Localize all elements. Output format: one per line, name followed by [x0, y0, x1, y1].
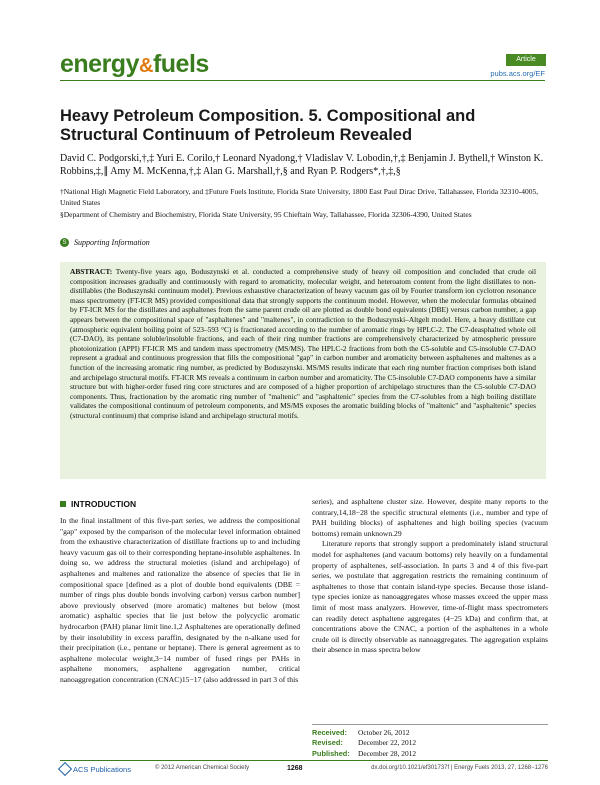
- affiliation-2: §Department of Chemistry and Biochemistry, Florida State University, 95 Chieftain Way, Tallahassee, Florida 32306-4390, United States: [60, 210, 472, 219]
- intro-paragraph: In the final installment of this five-part series, we address the compositional "gap" exposed by the comparison of the molecular level information obtained from the exhaustive characterization of distillate fractions up to and including heavy vacuum gas oil to their corresponding heptane-insoluble asphaltenes. In doing so, we address the structural moieties (island and archipelago) of asphaltenes and maltenes and rationalize the absence of species that lie in compositional space [defined as a plot of double bond equivalents (DBE = number of rings plus double bonds involving carbon) versus carbon number] above previously observed (more aromatic) maltenes but below (most aromatic) asphaltic species that lie just below the polycyclic aromatic hydrocarbon (PAH) planar limit line.1,2 Asphaltenes are operationally defined by their insolubility in excess paraffin, designated by the n-alkane used for their precipitation (i.e., pentane or heptane). There is general agreement as to asphaltene molecular weight,3−14 number of fused rings per PAHs in asphaltene monomers, asphaltene aggregation number, critical nanoaggregation concentration (CNAC)15−17 (also addressed in part 3 of this: [60, 516, 300, 684]
- logo-part-2: fuels: [152, 50, 209, 78]
- abstract-text: Twenty-five years ago, Boduszynski et al. conducted a comprehensive study of heavy oil composition and concluded that crude oil composition increases gradually and continuously with regard to aromaticity, molecular weight, and heteroatom content from the light distillates to non-distillables (the Boduszynski continuum model). Previous exhaustive characterization of heavy vacuum gas oil by Fourier transform ion cyclotron resonance mass spectrometry (FT-ICR MS) provided compositional data that strongly supports the continuum model. However, when the molecular formulas obtained by FT-ICR MS for the distillates and asphaltenes from the same parent crude oil are plotted as double bond equivalents (DBE) versus carbon number, a gap appears between the compositional space of "asphaltenes" and "maltenes", in contradiction to the Boduszynski–Altgelt model. Here, a heavy distillate cut (atmospheric equivalent boiling point of 523–593 °C) is fractionated according to the number of aromatic rings by HPLC-2. The C7-deasphalted whole oil (C7-DAO), its pentane soluble/insoluble fractions, and each of their ring number fractions are comprehensively characterized by atmospheric pressure photoionization (APPI) FT-ICR MS and tandem mass spectrometry (MS/MS). The HPLC-2 fractions from both the C5-soluble and C5-insoluble C7-DAO represent a gradual and continuous progression that fills the compositional "gap" in carbon number and aromaticity between asphaltenes and maltenes as a function of the increasing aromatic ring number, as predicted by Boduszynski. MS/MS results indicate that each ring number fraction comprises both island and archipelago structural motifs. FT-ICR MS reveals a continuum in carbon number and aromaticity. The C5-insoluble C7-DAO components have a similar structure but with higher-order fused ring core structures and are composed of a higher proportion of archipelago structures than the C5-soluble C7-DAO components. Thus, fractionation by the aromatic ring number of "maltenic" and "asphaltenic" species from the C7-solubles from a high boiling distillate validates the compositional continuum of petroleum components, and MS/MS exposes the aromatic building blocks of "maltenic" and "asphaltenic" species (structural continuum) that comprise island and archipelago structural motifs.: [70, 267, 536, 420]
- abstract-lead: ABSTRACT:: [70, 267, 113, 276]
- affiliation-1: †National High Magnetic Field Laboratory, and ‡Future Fuels Institute, Florida State University, 1800 East Paul Dirac Drive, Tallahassee, Florida 32310-4005, United States: [60, 187, 539, 207]
- publisher-logo: [60, 764, 131, 774]
- article-type-badge: Article: [506, 54, 546, 66]
- section-bullet-icon: [60, 501, 66, 507]
- logo-part-1: energy: [60, 50, 139, 78]
- author-list: David C. Podgorski,†,‡ Yuri E. Corilo,† Leonard Nyadong,† Vladislav V. Lobodin,†,‡ Benjamin J. Bythell,† Winston K. Robbins,‡,∥ Amy M. McKenna,†,‡ Alan G. Marshall,†,§ and Ryan P. Rodgers*,†,‡,§: [60, 153, 544, 177]
- publication-dates: [312, 724, 548, 759]
- footer-divider: [60, 760, 548, 761]
- revised-label: Revised:: [312, 738, 343, 748]
- publisher-name: ACS Publications: [73, 764, 131, 774]
- received-date: October 26, 2012: [358, 728, 410, 737]
- intro-paragraph: Literature reports that strongly support a predominately island structural model for asphaltenes (and vacuum bottoms) rely heavily on a fundamental property of asphaltenes, self-association. In parts 3 and 4 of this five-part series, we postulate that aggregation restricts the remaining continuum of asphaltenes to those that contain island-type species. Because those island-type species ionize as nanoaggregates whose masses exceed the upper mass limit of most mass analyzers. However, time-of-flight mass spectrometers can readily detect asphaltene aggregates (4−25 kDa) and confirm that, at concentrations above the CNAC, a portion of the asphaltenes in a whole crude oil is directly observable as nanoaggregates. The aggregation explains their absence in mass spectra below: [312, 539, 548, 655]
- published-date: December 28, 2012: [358, 748, 417, 758]
- journal-logo: [60, 50, 209, 79]
- header-divider: [60, 80, 545, 81]
- logo-ampersand: &: [138, 55, 153, 77]
- intro-right-column: [312, 497, 548, 656]
- revised-row: [312, 738, 548, 748]
- section-heading-introduction: [60, 499, 136, 509]
- supporting-information-link[interactable]: [60, 238, 150, 247]
- received-label: Received:: [312, 728, 347, 737]
- supporting-info-label: Supporting Information: [74, 238, 150, 247]
- published-label: Published:: [312, 748, 350, 758]
- section-heading-label: INTRODUCTION: [71, 499, 137, 509]
- revised-date: December 22, 2012: [358, 738, 417, 748]
- received-row: [312, 728, 548, 738]
- copyright: © 2012 American Chemical Society: [155, 765, 250, 771]
- paper-title: Heavy Petroleum Composition. 5. Compositional and Structural Continuum of Petroleum Revealed: [60, 107, 476, 144]
- acs-logo-icon: [58, 762, 72, 776]
- supporting-info-icon: S: [60, 238, 69, 247]
- page-number: 1268: [287, 765, 303, 772]
- intro-left-column: [60, 516, 300, 686]
- abstract-box: [60, 262, 546, 479]
- published-row: [312, 749, 548, 759]
- intro-paragraph: series), and asphaltene cluster size. However, despite many reports to the contrary,14,18−28 the specific structural elements (i.e., number and type of PAH building blocks) of asphaltenes and high boiling species (vacuum bottoms) remain unknown.29: [312, 497, 548, 538]
- doi-link[interactable]: dx.doi.org/10.1021/ef301737f | Energy Fuels 2013, 27, 1268−1276: [371, 765, 548, 771]
- journal-url-link[interactable]: pubs.acs.org/EF: [490, 69, 545, 78]
